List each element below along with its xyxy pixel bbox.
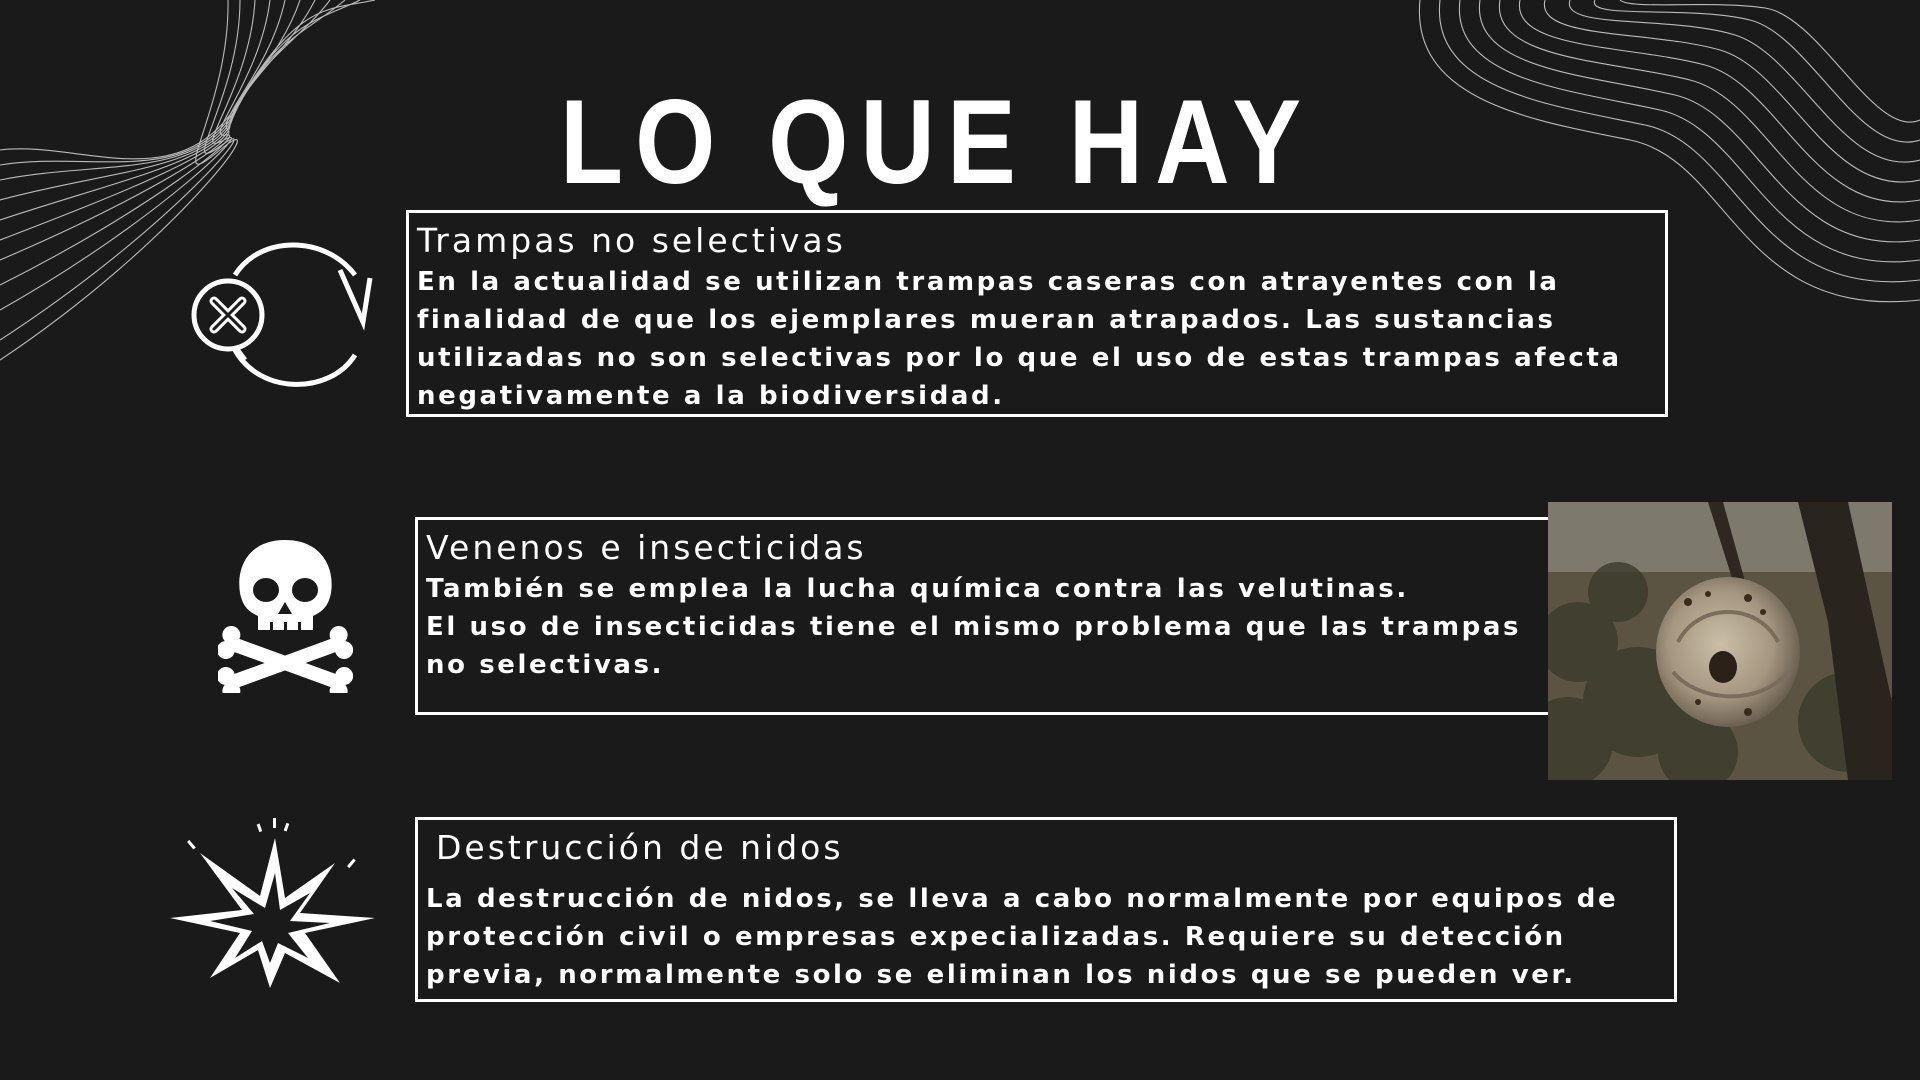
- skull-crossbones-icon: [218, 538, 353, 693]
- slide-title: LO QUE HAY: [560, 75, 1314, 209]
- section-body-line: El uso de insecticidas tiene el mismo problema que las trampas no selectivas.: [426, 612, 1522, 680]
- section-body: En la actualidad se utilizan trampas caseras con atrayentes con la finalidad de que los ejemplares mueran atrapados. Las sustancias utilizadas no son selectivas por lo que el uso de estas trampas afecta negativamente a la biodiversidad.: [417, 267, 1622, 411]
- section-trampas: [406, 210, 1668, 417]
- section-body: La destrucción de nidos, se lleva a cabo normalmente por equipos de protección civil o empresas expecializadas. Requiere su detección previa, normalmente solo se eliminan los nidos que se pueden ver.: [426, 884, 1619, 990]
- section-body-line: También se emplea la lucha química contra las velutinas.: [426, 574, 1409, 604]
- explosion-icon: [170, 818, 380, 993]
- section-venenos: [415, 517, 1550, 715]
- section-heading: Venenos e insecticidas: [426, 528, 867, 567]
- section-heading: Trampas no selectivas: [417, 221, 846, 260]
- hornet-nest-photo: [1548, 502, 1892, 780]
- section-destruccion: [415, 817, 1677, 1002]
- cycle-cancel-icon: [190, 230, 380, 395]
- section-heading: Destrucción de nidos: [436, 828, 844, 867]
